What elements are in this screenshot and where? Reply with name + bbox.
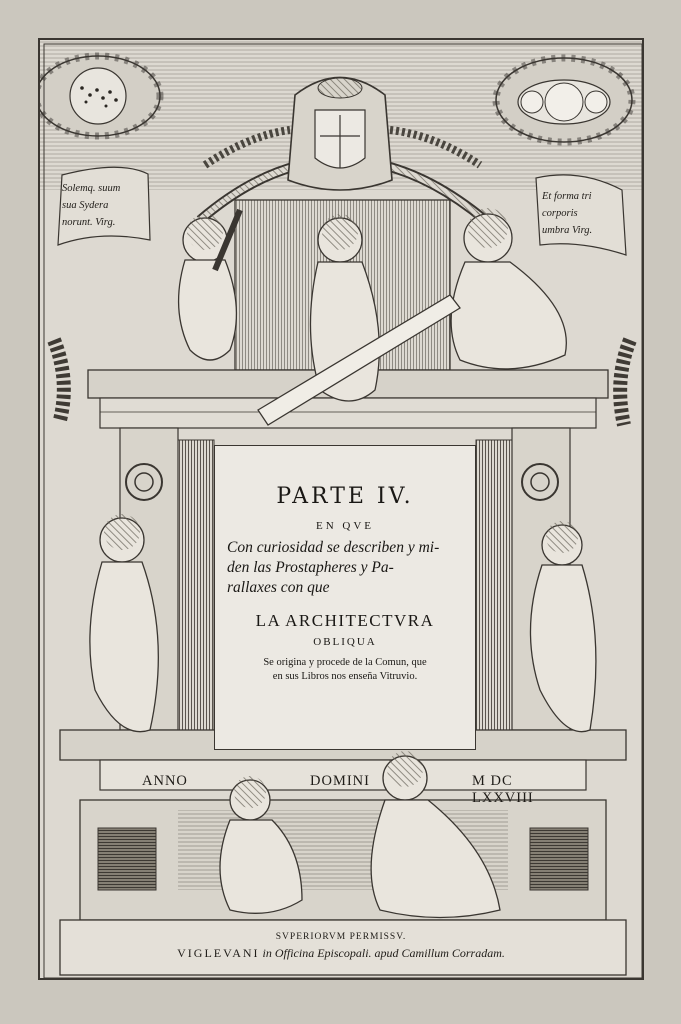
left-scroll-line: norunt. Virg. bbox=[62, 217, 116, 228]
title-tablet bbox=[214, 445, 476, 750]
right-scroll-line: corporis bbox=[542, 208, 578, 219]
title-subtitle: EN QVE bbox=[315, 520, 375, 532]
imprint-printer: in Officina Episcopali. apud Camillum Corradam. bbox=[262, 946, 505, 960]
title-note-line: en sus Libros nos enseña Vitruvio. bbox=[272, 671, 418, 682]
date-domini: DOMINI bbox=[310, 773, 370, 789]
title-note bbox=[225, 656, 465, 684]
title-body-line: den las Prostapheres y Pa- bbox=[227, 559, 394, 576]
title-body-line: rallaxes con que bbox=[227, 579, 330, 596]
date-strip bbox=[142, 770, 572, 806]
imprint-line bbox=[40, 946, 642, 961]
title-heading: LA ARCHITECTVRA bbox=[255, 611, 435, 630]
right-cloud-eclipse bbox=[496, 58, 632, 142]
page-title: PARTE IV. bbox=[276, 484, 414, 509]
right-scroll-line: Et forma tri bbox=[542, 191, 592, 202]
coat-of-arms bbox=[288, 78, 392, 191]
imprint-permission: SVPERIORVM PERMISSV. bbox=[275, 932, 407, 942]
title-note-line: Se origina y procede de la Comun, que bbox=[263, 657, 427, 668]
title-subheading: OBLIQUA bbox=[313, 636, 377, 648]
date-year: M DC LXXVIII bbox=[472, 773, 534, 806]
left-cloud-constellation bbox=[40, 56, 160, 136]
right-scroll-text bbox=[542, 188, 626, 239]
left-scroll-line: sua Sydera bbox=[62, 200, 109, 211]
left-scroll-line: Solemq. suum bbox=[62, 183, 121, 194]
title-body bbox=[227, 538, 465, 598]
engraved-frontispiece bbox=[38, 38, 644, 980]
date-anno: ANNO bbox=[142, 773, 188, 789]
title-body-line: Con curiosidad se describen y mi- bbox=[227, 539, 440, 556]
right-scroll-line: umbra Virg. bbox=[542, 225, 593, 236]
imprint-place: VIGLEVANI bbox=[177, 946, 260, 960]
left-scroll-text bbox=[62, 180, 152, 231]
